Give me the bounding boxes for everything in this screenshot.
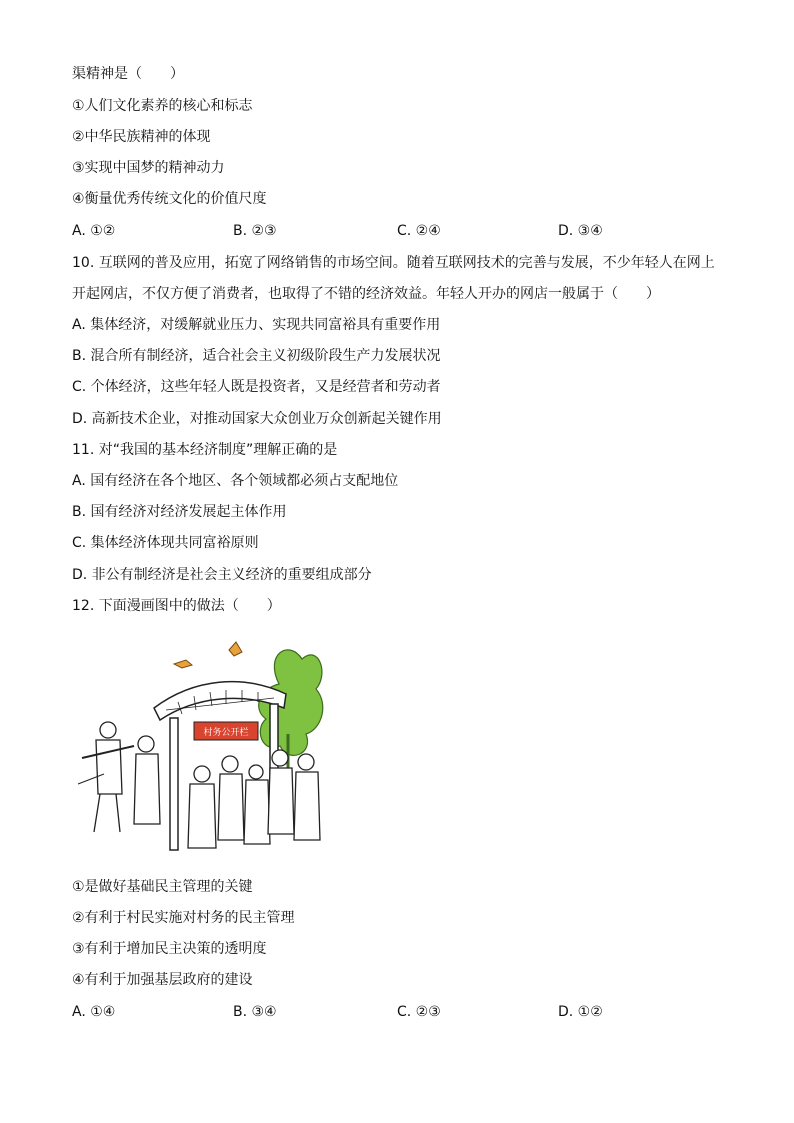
tree-icon bbox=[259, 650, 323, 774]
sign-text: 村务公开栏 bbox=[203, 728, 249, 738]
statement-1: ①人们文化素养的核心和标志 bbox=[72, 98, 253, 114]
q12-statement-1: ①是做好基础民主管理的关键 bbox=[72, 879, 253, 895]
bird-icon bbox=[174, 642, 242, 668]
option-b[interactable]: B. ②③ bbox=[233, 223, 277, 239]
q11-option-b[interactable]: B. 国有经济对经济发展起主体作用 bbox=[72, 504, 287, 520]
q10-option-c[interactable]: C. 个体经济，这些年轻人既是投资者，又是经营者和劳动者 bbox=[72, 379, 441, 395]
q12-statement-3: ③有利于增加民主决策的透明度 bbox=[72, 941, 267, 957]
q12-option-d[interactable]: D. ①② bbox=[558, 1004, 603, 1020]
left-post bbox=[170, 718, 178, 850]
q11-option-a[interactable]: A. 国有经济在各个地区、各个领域都必须占支配地位 bbox=[72, 473, 399, 489]
q11-option-d[interactable]: D. 非公有制经济是社会主义经济的重要组成部分 bbox=[72, 567, 372, 583]
cartoon-drawing bbox=[74, 634, 326, 862]
q11-stem: 11. 对“我国的基本经济制度”理解正确的是 bbox=[72, 442, 338, 458]
statement-4: ④衡量优秀传统文化的价值尺度 bbox=[72, 191, 267, 207]
village-affairs-sign bbox=[194, 722, 258, 740]
q10-stem-line2: 开起网店，不仅方便了消费者，也取得了不错的经济效益。年轻人开办的网店一般属于（ ） bbox=[72, 286, 660, 302]
statement-2: ②中华民族精神的体现 bbox=[72, 129, 211, 145]
village-affairs-cartoon bbox=[74, 634, 326, 862]
q11-option-c[interactable]: C. 集体经济体现共同富裕原则 bbox=[72, 535, 259, 551]
q12-statement-4: ④有利于加强基层政府的建设 bbox=[72, 972, 253, 988]
q10-stem-line1: 10. 互联网的普及应用，拓宽了网络销售的市场空间。随着互联网技术的完善与发展，不少年轻人在网上 bbox=[72, 255, 715, 271]
option-d[interactable]: D. ③④ bbox=[558, 223, 603, 239]
q12-stem: 12. 下面漫画图中的做法（ ） bbox=[72, 598, 281, 614]
q12-option-b[interactable]: B. ③④ bbox=[233, 1004, 277, 1020]
q12-option-c[interactable]: C. ②③ bbox=[397, 1004, 441, 1020]
q10-option-d[interactable]: D. 高新技术企业，对推动国家大众创业万众创新起关键作用 bbox=[72, 411, 442, 427]
option-a[interactable]: A. ①② bbox=[72, 223, 116, 239]
option-c[interactable]: C. ②④ bbox=[397, 223, 441, 239]
q10-option-a[interactable]: A. 集体经济，对缓解就业压力、实现共同富裕具有重要作用 bbox=[72, 317, 441, 333]
q12-option-a[interactable]: A. ①④ bbox=[72, 1004, 116, 1020]
statement-3: ③实现中国梦的精神动力 bbox=[72, 160, 225, 176]
q12-statement-2: ②有利于村民实施对村务的民主管理 bbox=[72, 910, 295, 926]
question-stem-tail: 渠精神是（ ） bbox=[72, 66, 184, 82]
q10-option-b[interactable]: B. 混合所有制经济，适合社会主义初级阶段生产力发展状况 bbox=[72, 348, 441, 364]
